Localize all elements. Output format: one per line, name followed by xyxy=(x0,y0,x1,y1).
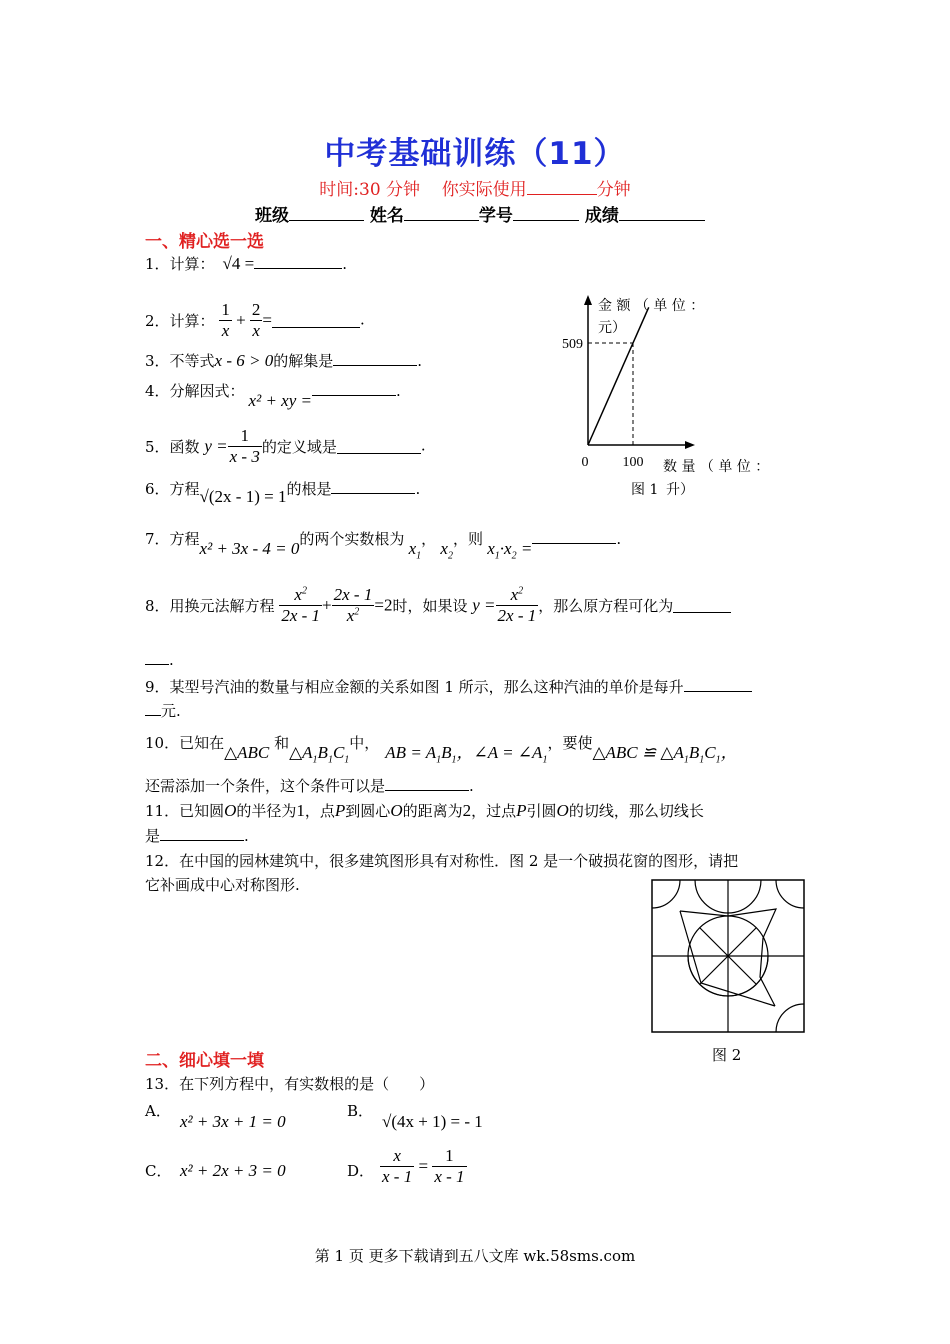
q8-label: 8．用换元法解方程 xyxy=(145,597,275,615)
question-9-cont xyxy=(145,700,181,721)
page-footer: 第 1 页 更多下载请到五八文库 wk.58sms.com xyxy=(314,1247,636,1265)
time-unit: 分钟 xyxy=(596,180,631,200)
q11-d: 到圆心 xyxy=(345,802,391,820)
q10-and: 和 xyxy=(274,734,290,752)
q9-blank-cont[interactable] xyxy=(145,701,161,716)
question-6: 6．方程√(2x - 1) = 1的根是 . xyxy=(145,480,421,506)
q3-blank[interactable] xyxy=(333,351,417,366)
q10-blank[interactable] xyxy=(385,776,469,791)
q7-mid: 的两个实数根为 xyxy=(299,530,405,548)
section-1-title: 一、精心选一选 xyxy=(145,232,264,252)
q7-then: ，则 xyxy=(452,530,483,548)
q7-expr: x² + 3x - 4 = 0 xyxy=(199,539,300,558)
q11-b: 的半径为 xyxy=(236,802,297,820)
question-13: 13．在下列方程中，有实数根的是（ ） xyxy=(145,1075,435,1093)
question-12: 12．在中国的园林建筑中，很多建筑图形具有对称性．图 2 是一个破损花窗的图形，请把 xyxy=(145,852,739,870)
fig1-y-label-2: 元） xyxy=(598,320,626,336)
q3-expr: x - 6 > 0 xyxy=(214,351,274,370)
student-info xyxy=(255,201,705,226)
q11-e: 的距离为 xyxy=(402,802,463,820)
q11-c: ，点 xyxy=(304,802,335,820)
question-11-cont: 是 . xyxy=(145,827,249,845)
fig1-y-tick: 509 xyxy=(562,337,583,352)
fig1-x-arrow xyxy=(685,441,695,449)
q9-label: 9．某型号汽油的数量与相应金额的关系如图 1 所示，那么这种汽油的单价是每升 xyxy=(145,678,684,696)
q2-frac-2: $\frac{2}{x}$ xyxy=(251,300,261,340)
question-10-cont: 还需添加一个条件，这个条件可以是 . xyxy=(145,777,474,795)
q7-label: 7．方程 xyxy=(145,530,200,548)
q6-expr: √(2x - 1) = 1 xyxy=(199,487,287,506)
q6-tail: 的根是 xyxy=(286,480,332,498)
question-8-cont: . xyxy=(145,650,174,669)
question-10: 10．已知在△ABC 和$\triangle A_1B_1C_1$中， AB = $A_1B_1$，∠A = $\angle A_1$，要使△ABC ≌ $\triangle A_1B_1C_1$， xyxy=(145,734,738,766)
fig1-x-label-2: 升） xyxy=(666,482,694,498)
q11-f: ，过点 xyxy=(471,802,517,820)
q10-in: 中， xyxy=(349,734,380,752)
fig1-x-tick: 100 xyxy=(622,455,644,470)
q8-frac-1: $\frac{x^2}{2x - 1}$ xyxy=(281,585,321,625)
q8-frac-3: $\frac{x^2}{2x - 1}$ xyxy=(497,585,537,625)
q5-label: 5．函数 xyxy=(145,438,200,456)
q2-frac-1: $\frac{1}{x}$ xyxy=(221,300,230,340)
class-blank[interactable] xyxy=(289,204,364,221)
q10-line2: 还需添加一个条件，这个条件可以是 xyxy=(145,777,386,795)
opt-a-label: A． xyxy=(145,1102,171,1120)
opt-d-expr: $\frac{x}{x - 1}$ = $\frac{1}{x - 1}$ xyxy=(382,1146,465,1186)
score-label: 成绩 xyxy=(584,206,619,226)
question-2: 2．计算： $\frac{1}{x}$ + $\frac{2}{x}$ = . xyxy=(145,300,365,340)
time-line xyxy=(0,175,950,200)
time-actual-label: 你实际使用 xyxy=(441,180,527,200)
question-5: 5．函数 y = $\frac{1}{x - 3}$ 的定义域是 . xyxy=(145,426,426,466)
time-actual-blank[interactable] xyxy=(527,180,597,195)
opt-a-expr: x² + 3x + 1 = 0 xyxy=(180,1112,286,1131)
q4-label: 4．分解因式： xyxy=(145,382,245,400)
figure-1-chart xyxy=(555,285,795,515)
q8-tail: ，那么原方程可化为 xyxy=(538,597,674,615)
opt-c-expr: x² + 2x + 3 = 0 xyxy=(180,1161,286,1180)
q2-label: 2．计算： xyxy=(145,312,215,330)
q11-h: 的切线，那么切线长 xyxy=(568,802,704,820)
fig1-caption: 图 1 xyxy=(631,482,659,498)
fig1-y-label-1: 金 额 （ 单 位 ： xyxy=(598,298,705,314)
q11-g: 引圆 xyxy=(526,802,557,820)
q1-blank[interactable] xyxy=(254,254,342,269)
q3-tail: 的解集是 xyxy=(273,352,334,370)
q6-blank[interactable] xyxy=(331,479,415,494)
q10-make: ，要使 xyxy=(547,734,593,752)
score-blank[interactable] xyxy=(619,204,705,221)
q9-tail: 元. xyxy=(161,702,181,720)
question-8: 8．用换元法解方程 $\frac{x^2}{2x - 1}$ + $\frac{2x - 1}{x^2}$ =2时，如果设 y = $\frac{x^2}{2x - 1}$ ，那么原方程可化为 xyxy=(145,585,731,626)
q4-expr: x² + xy = xyxy=(248,391,312,410)
option-c[interactable] xyxy=(145,1160,171,1181)
page-title: 中考基础训练（11） xyxy=(324,136,626,172)
option-d[interactable] xyxy=(347,1160,374,1181)
opt-b-label: B． xyxy=(347,1102,374,1120)
section-2-title: 二、细心填一填 xyxy=(145,1051,264,1071)
q7-blank[interactable] xyxy=(532,529,616,544)
fig2-caption: 图 2 xyxy=(712,1046,742,1064)
fig1-x-label: 数 量 （ 单 位 ： xyxy=(663,459,770,475)
question-9 xyxy=(145,676,752,697)
q11-a: 11．已知圆 xyxy=(145,802,225,820)
figure-2-window xyxy=(645,873,815,1043)
option-a[interactable] xyxy=(145,1100,171,1121)
q8-blank[interactable] xyxy=(673,598,731,613)
fig1-y-arrow xyxy=(584,295,592,305)
opt-c-label: C． xyxy=(145,1162,172,1180)
name-blank[interactable] xyxy=(404,204,479,221)
question-7: 7．方程x² + 3x - 4 = 0的两个实数根为 $x_1$， $x_2$，则 $x_1\cdot x_2$ = . xyxy=(145,530,622,562)
question-3: 3．不等式x - 6 > 0的解集是 . xyxy=(145,351,423,370)
question-4: 4．分解因式： x² + xy = . xyxy=(145,382,401,410)
opt-d-label: D． xyxy=(347,1162,375,1180)
question-1: 1．计算： √4 = . xyxy=(145,254,347,273)
q8-blank-cont[interactable] xyxy=(145,650,169,665)
q5-frac: $\frac{1}{x - 3}$ xyxy=(229,426,260,466)
q1-label: 1．计算： xyxy=(145,255,215,273)
name-label: 姓名 xyxy=(369,206,404,226)
q8-frac-2: $\frac{2x - 1}{x^2}$ xyxy=(333,585,373,625)
fig1-origin: 0 xyxy=(581,455,589,470)
q11-blank[interactable] xyxy=(160,826,244,841)
id-blank[interactable] xyxy=(513,204,579,221)
fig2-arc-br xyxy=(776,1004,804,1032)
q3-label: 3．不等式 xyxy=(145,352,215,370)
q2-blank[interactable] xyxy=(272,313,360,328)
time-limit: 时间:30 分钟 xyxy=(319,180,421,200)
option-b[interactable] xyxy=(347,1100,373,1121)
id-label: 学号 xyxy=(478,206,513,226)
class-label: 班级 xyxy=(255,206,289,226)
question-12-cont: 它补画成中心对称图形. xyxy=(145,876,300,894)
q8-mid: 时，如果设 xyxy=(392,597,468,615)
q9-blank[interactable] xyxy=(684,677,752,692)
q4-blank[interactable] xyxy=(312,381,396,396)
q6-label: 6．方程 xyxy=(145,480,200,498)
fig2-arc-tr xyxy=(776,880,804,908)
fig2-arc-tl xyxy=(652,880,680,908)
q5-blank[interactable] xyxy=(337,439,421,454)
q10-label: 10．已知在 xyxy=(145,734,225,752)
opt-b-expr: √(4x + 1) = - 1 xyxy=(382,1112,483,1131)
q1-expr: √4 = xyxy=(222,254,255,273)
question-11: 11．已知圆O的半径为1，点P到圆心O的距离为2，过点P引圆O的切线，那么切线长 xyxy=(145,801,704,820)
q11-line2: 是 xyxy=(145,827,161,845)
q5-tail: 的定义域是 xyxy=(261,438,337,456)
